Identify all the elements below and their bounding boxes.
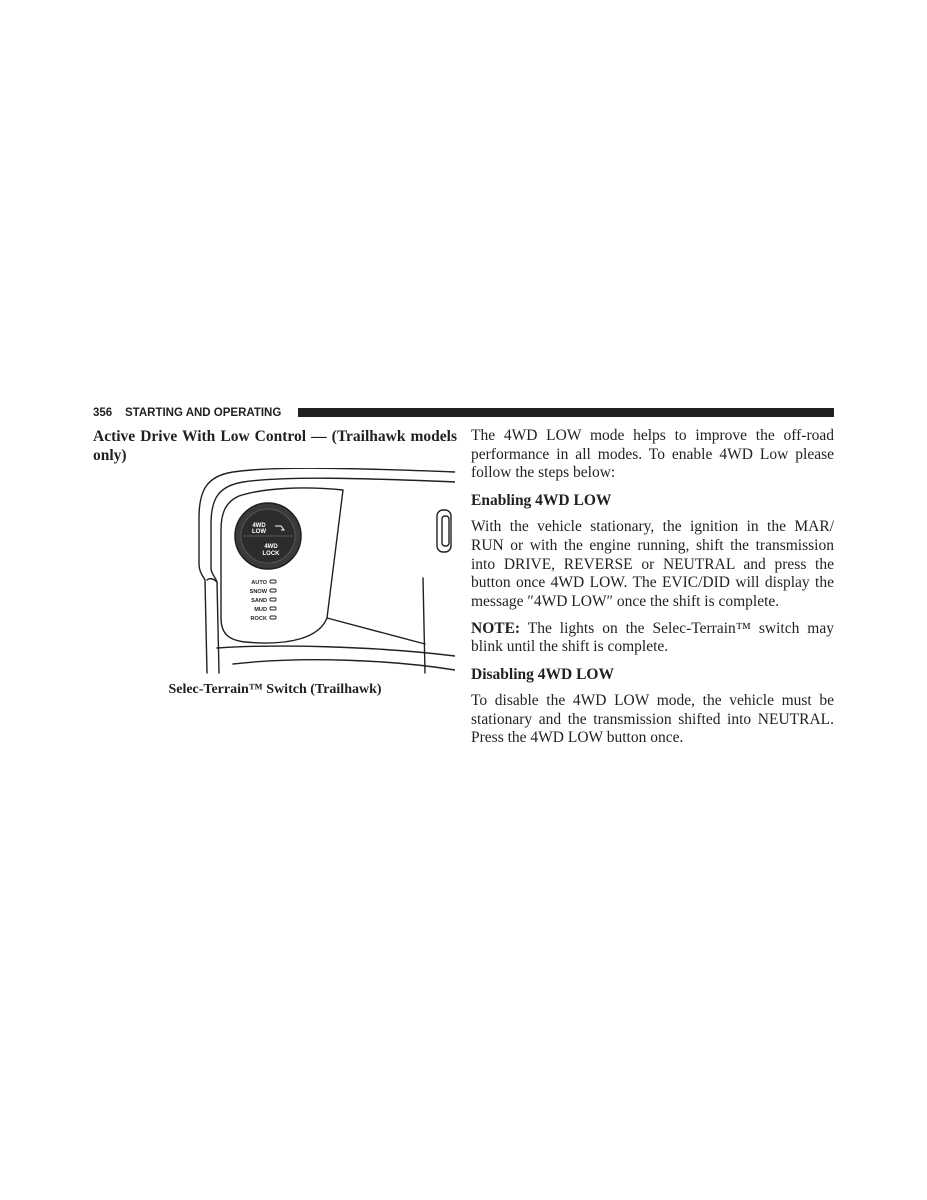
- mode-light-icon: [270, 607, 276, 610]
- button-4wd-lock-label-line2: LOCK: [262, 551, 280, 557]
- note-label: NOTE:: [471, 619, 521, 637]
- mode-label-snow: SNOW: [249, 589, 267, 595]
- section-title: STARTING AND OPERATING: [125, 407, 282, 419]
- button-4wd-low-label-line2: LOW: [252, 529, 266, 535]
- disabling-paragraph: To disable the 4WD LOW mode, the vehicle must be stationary and the transmission shifted into NEUTRAL. Press the 4WD LOW button once.: [471, 692, 834, 747]
- mode-label-mud: MUD: [254, 607, 267, 613]
- selec-terrain-figure: [193, 468, 455, 678]
- note-text: The lights on the Selec-Terrain™ switch may blink until the shift is complete.: [471, 619, 834, 656]
- section-heading: Active Drive With Low Control — (Trailhawk models only): [93, 428, 457, 464]
- selec-terrain-switch-illustration: [193, 468, 455, 678]
- right-column: [471, 427, 834, 748]
- mode-light-icon: [270, 598, 276, 601]
- page-header: [93, 405, 834, 421]
- mode-label-auto: AUTO: [251, 580, 267, 586]
- page-number: 356: [93, 407, 113, 419]
- left-column: [93, 427, 457, 697]
- disabling-heading: Disabling 4WD LOW: [471, 666, 614, 684]
- figure-caption: Selec-Terrain™ Switch (Trailhawk): [168, 682, 382, 697]
- mode-label-sand: SAND: [251, 598, 267, 604]
- intro-paragraph: The 4WD LOW mode helps to improve the off-road performance in all modes. To enable 4WD Low please follow the steps below:: [471, 427, 834, 482]
- mode-light-icon: [270, 616, 276, 619]
- mode-light-icon: [270, 580, 276, 583]
- button-4wd-lock-label-line1: 4WD: [264, 544, 278, 550]
- mode-label-rock: ROCK: [250, 616, 267, 622]
- enabling-paragraph: With the vehicle stationary, the ignition in the MAR/ RUN or with the engine running, shift the transmission into DRIVE, REVERSE or NEUTRAL and press the button once 4WD LOW. The EVIC/DID will display the message ″4WD LOW″ once the shift is complete.: [471, 518, 834, 610]
- button-4wd-low-label-line1: 4WD: [252, 523, 266, 529]
- note-paragraph: [471, 620, 834, 657]
- enabling-heading: Enabling 4WD LOW: [471, 492, 612, 510]
- mode-light-icon: [270, 589, 276, 592]
- header-rule: [298, 408, 834, 417]
